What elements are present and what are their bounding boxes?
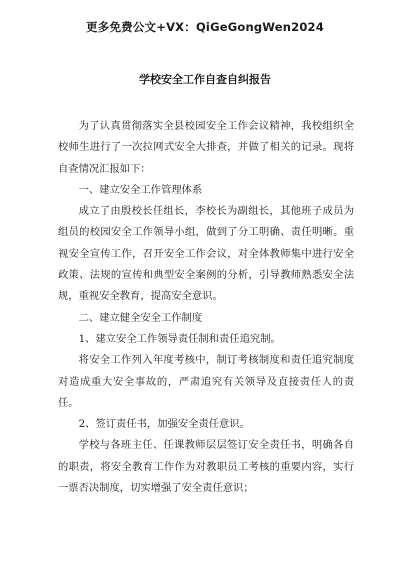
body-paragraph: 学校与各班主任、任课教师层层签订安全责任书，明确各自的职责，将安全教育工作作为对教职员工考核的重要内容，实行一票否决制度，切实增强了安全责任意识；: [58, 439, 354, 495]
subheading-2: 2、签订责任书，加强安全责任意识。: [78, 418, 250, 431]
section-heading-1: 一、建立安全工作管理体系: [78, 183, 203, 196]
promo-banner: 更多免费公文+VX：QiGeGongWen2024: [86, 20, 324, 34]
intro-paragraph: 为了认真贯彻落实全县校园安全工作会议精神，我校组织全校师生进行了一次拉网式安全大排查，并做了相关的记录。现将自查情况汇报如下：: [58, 120, 354, 175]
section-heading-2: 二、建立健全安全工作制度: [78, 311, 203, 324]
document-body: [58, 116, 354, 499]
body-paragraph: 将安全工作列入年度考核中，制订考核制度和责任追究制度对造成重大安全事故的，严肃追究有关领导及直接责任人的责任。: [58, 354, 354, 409]
document-title: 学校安全工作自查自纠报告: [139, 73, 271, 86]
body-paragraph: 成立了由殷校长任组长，李校长为副组长，其他班子成员为组员的校园安全工作领导小组，做到了分工明确、责任明晰。重视安全宣传工作，召开安全工作会议，对全体教师集中进行安全政策、法规的宣传和典型安全案例的分析，引导教师熟悉安全法规，重视安全教育，提高安全意识。: [58, 205, 354, 303]
subheading-1: 1、建立安全工作领导责任制和责任追究制。: [78, 332, 281, 345]
